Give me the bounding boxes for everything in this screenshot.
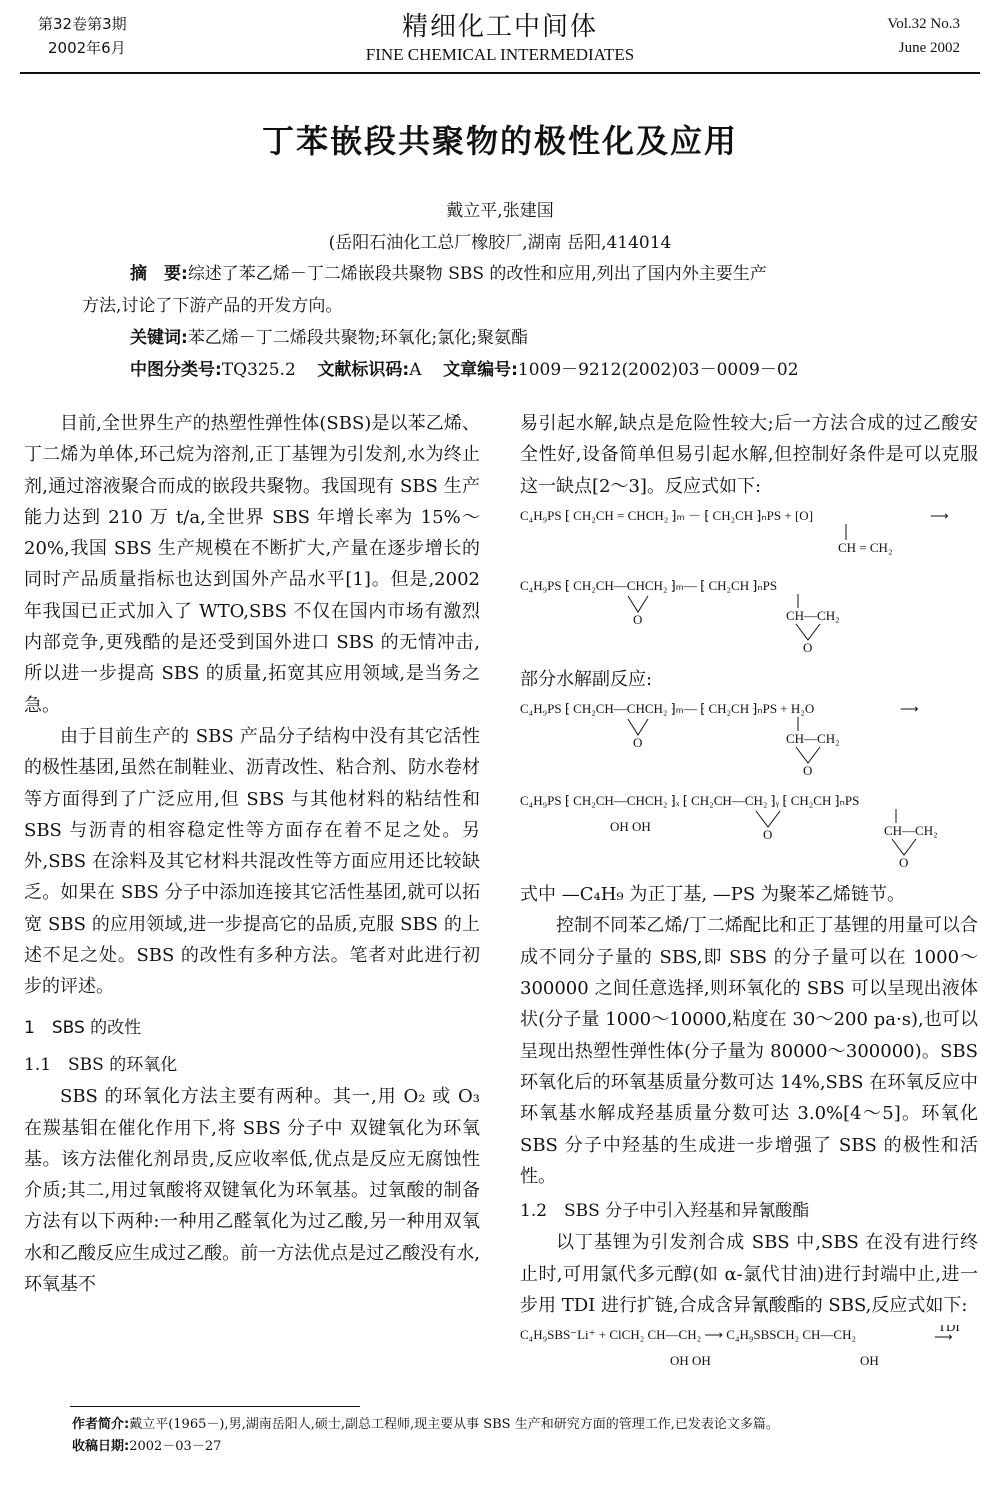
clc-value: TQ325.2 — [221, 360, 296, 380]
header-issue-en — [887, 12, 960, 60]
volume-cn: 第32卷第3期 — [38, 15, 127, 33]
left-column — [24, 408, 480, 1300]
reaction-scheme-capping — [520, 1325, 978, 1375]
date-en: June 2002 — [898, 40, 960, 56]
eq-line: O — [899, 855, 909, 871]
body-paragraph: 以丁基锂为引发剂合成 SBS 中,SBS 在没有进行终止时,可用氯代多元醇(如 α-氯代甘油)进行封端中止,进一步用 TDI 进行扩链,合成含异氰酸酯的 SBS,反应式如下: — [520, 1232, 978, 1317]
eq-line: O — [803, 639, 813, 655]
subsection-heading: 1.2 SBS 分子中引入羟基和异氰酸酯 — [520, 1201, 810, 1222]
subsection-heading: 1.1 SBS 的环氧化 — [24, 1054, 178, 1075]
article-id-label: 文章编号: — [443, 360, 518, 380]
author-bio-label: 作者简介: — [72, 1417, 130, 1432]
eq-line: CH—CH₂ — [786, 731, 840, 747]
epoxide-ring — [756, 811, 780, 827]
date-cn: 2002年6月 — [48, 39, 126, 57]
body-paragraph: 控制不同苯乙烯/丁二烯配比和正丁基锂的用量可以合成不同分子量的 SBS,即 SBS 的分子量可以在 1000～300000 之间任意选择,则环氧化的 SBS 可以呈现出液体状(分子量 1000～10000,粘度在 30～200 pa·s),也可以呈现出热塑性弹性体(分子量为 80000～300000)。SBS 环氧化后的环氧基质量分数可达 14%,SBS 在环氧反应中环氧基水解成羟基质量分数可达 3.0%[4～5]。环氧化 SBS 分子中羟基的生成进一步增强了 SBS 的极性和活性。 — [520, 915, 978, 1187]
abstract-label: 摘 要: — [130, 264, 188, 284]
eq-line: O — [633, 735, 643, 751]
classification-line — [82, 354, 922, 386]
journal-name — [300, 6, 700, 65]
reaction-scheme-hydrolysis — [520, 699, 978, 871]
eq-line: OH OH — [610, 819, 651, 835]
body-paragraph: 由于目前生产的 SBS 产品分子结构中没有其它活性的极性基团,虽然在制鞋业、沥青改性、粘合剂、防水卷材等方面得到了广泛应用,但 SBS 与其他材料的粘结性和 SBS 与沥青的相容稳定性等方面存在着不足之处。另外,SBS 在涂料及其它材料共混改性等方面应用还比较缺乏。如果在 SBS 分子中添加连接其它活性基团,就可以拓宽 SBS 的应用领域,进一步提高它的品质,克服 SBS 的上述不足之处。SBS 的改性有多种方法。笔者对此进行初步的评述。 — [24, 725, 480, 998]
arrow-icon: ⟶ — [934, 1329, 953, 1345]
eq-line: CH—CH₂ — [884, 823, 938, 839]
eq-line: TDI — [938, 1325, 960, 1335]
footnote — [72, 1414, 779, 1458]
epoxide-ring — [892, 839, 916, 855]
eq-line: C₄H₉SBS⁻Li⁺ + ClCH₂ CH—CH₂ ⟶ C₄H₉SBSCH₂ CH—CH₂ — [520, 1327, 857, 1343]
journal-cn: 精细化工中间体 — [401, 12, 598, 42]
keywords-text: 苯乙烯－丁二烯段共聚物;环氧化;氯化;聚氨酯 — [187, 328, 528, 348]
epoxide-ring — [628, 596, 648, 612]
header-issue — [38, 12, 127, 60]
footnote-rule — [70, 1406, 360, 1407]
arrow-icon: ⟶ — [900, 701, 919, 717]
abstract-text-2: 方法,讨论了下游产品的开发方向。 — [82, 296, 343, 316]
header-rule — [20, 72, 980, 74]
epoxide-ring — [628, 719, 648, 735]
keywords-label: 关键词: — [130, 328, 188, 348]
paper-title: 丁苯嵌段共聚物的极性化及应用 — [261, 122, 738, 160]
body-paragraph: 目前,全世界生产的热塑性弹性体(SBS)是以苯乙烯、丁二烯为单体,环己烷为溶剂,正丁基锂为引发剂,水为终止剂,通过溶液聚合而成的嵌段共聚物。我国现有 SBS 生产能力达到 210 万 t/a,全世界 SBS 年增长率为 15%～20%,我国 SBS 生产规模在不断扩大,产量在逐步增长的同时产品质量指标也达到国外产品水平[1]。但是,2002 年我国已正式加入了 WTO,SBS 不仅在国内市场有激烈内部竞争,更残酷的是还受到国外进口 SBS 的无情冲击,所以进一步提高 SBS 的质量,拓宽其应用领域,是当务之急。 — [24, 413, 480, 716]
epoxide-ring — [796, 747, 820, 763]
epoxide-ring — [796, 624, 820, 640]
volume-en: Vol.32 No.3 — [887, 16, 960, 32]
section-heading: 1 SBS 的改性 — [24, 1017, 142, 1038]
body-paragraph: 易引起水解,缺点是危险性较大;后一方法合成的过乙酸安全性好,设备简单但易引起水解,但控制好条件是可以克服这一缺点[2～3]。反应式如下: — [520, 413, 978, 497]
side-reaction-label: 部分水解副反应: — [520, 668, 653, 690]
doc-code-label: 文献标识码: — [317, 360, 410, 380]
reaction-equation-3 — [520, 1325, 978, 1379]
eq-line: CH = CH₂ — [838, 539, 893, 555]
arrow-icon: ⟶ — [930, 507, 949, 523]
affiliation: (岳阳石油化工总厂橡胶厂,湖南 岳阳,414014 — [328, 233, 672, 253]
doc-code-value: A — [409, 360, 422, 380]
authors: 戴立平,张建国 — [446, 201, 554, 221]
eq-line: C₄H₉PS ⁅ CH₂CH—CHCH₂ ⁆ₘ— ⁅ CH₂CH ⁆ₙPS — [520, 577, 778, 593]
abstract-text-1: 综述了苯乙烯－丁二烯嵌段共聚物 SBS 的改性和应用,列出了国内外主要生产 — [187, 264, 767, 284]
eq-line: C₄H₉PS ⁅ CH₂CH = CHCH₂ ⁆ₘ － ⁅ CH₂CH ⁆ₙPS + [O] — [520, 507, 814, 523]
author-bio-text: 戴立平(1965－),男,湖南岳阳人,硕士,副总工程师,现主要从事 SBS 生产和研究方面的管理工作,已发表论文多篇。 — [129, 1417, 779, 1432]
eq-line: C₄H₉PS ⁅ CH₂CH—CHCH₂ ⁆ₘ— ⁅ CH₂CH ⁆ₙPS + H₂O — [520, 701, 815, 717]
reaction-scheme-epoxidation — [520, 506, 978, 656]
received-date-text: 2002－03－27 — [129, 1439, 222, 1454]
body-paragraph: 式中 —C₄H₉ 为正丁基, —PS 为聚苯乙烯链节。 — [520, 884, 905, 906]
received-date-label: 收稿日期: — [72, 1439, 130, 1454]
eq-line: O — [763, 827, 773, 843]
eq-line: C₄H₉PS ⁅ CH₂CH—CHCH₂ ⁆ₓ ⁅ CH₂CH—CH₂ ⁆ᵧ ⁅ CH₂CH ⁆ₙPS — [520, 793, 860, 809]
eq-line: OH OH — [670, 1353, 711, 1369]
article-id-value: 1009－9212(2002)03－0009－02 — [517, 360, 799, 380]
body-paragraph: SBS 的环氧化方法主要有两种。其一,用 O₂ 或 O₃ 在羰基钼在催化作用下,将 SBS 分子中 双键氧化为环氧基。该方法催化剂昂贵,反应收率低,优点是反应无腐蚀性介质;其二,用过氧酸将双键氧化为环氧基。过氧酸的制备方法有以下两种:一种用乙醛氧化为过乙酸,另一种用双氧水和乙酸反应生成过乙酸。前一方法优点是过乙酸没有水,环氧基不 — [24, 1086, 480, 1296]
reaction-equation-1 — [520, 506, 978, 660]
eq-line: O — [633, 611, 643, 627]
right-column — [520, 408, 978, 1383]
eq-line: CH—CH₂ — [786, 607, 840, 623]
journal-en: FINE CHEMICAL INTERMEDIATES — [365, 45, 635, 64]
reaction-equation-2 — [520, 699, 978, 875]
eq-line: O — [803, 763, 813, 779]
abstract — [82, 258, 922, 386]
eq-line: OH — [860, 1353, 879, 1369]
clc-label: 中图分类号: — [130, 360, 222, 380]
